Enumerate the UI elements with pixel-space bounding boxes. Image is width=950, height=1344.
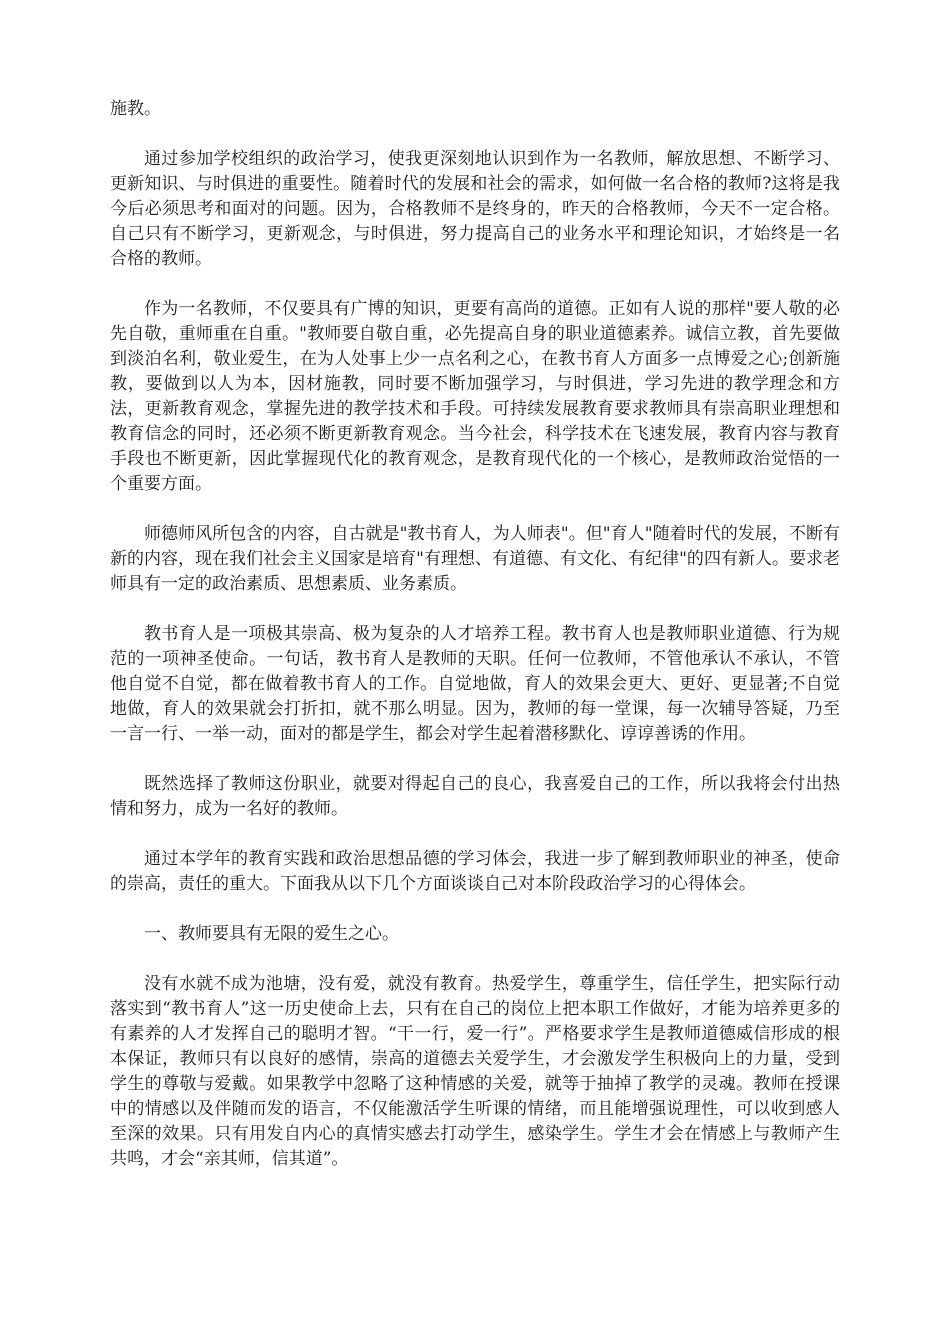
paragraph-political-study: 通过参加学校组织的政治学习，使我更深刻地认识到作为一名教师，解放思想、不断学习、更新知识、与时俱进的重要性。随着时代的发展和社会的需求，如何做一名合格的教师?这将是我今后必须思考和面对的问题。因为，合格教师不是终身的，昨天的合格教师，今天不一定合格。自己只有不断学习，更新观念，与时俱进，努力提高自己的业务水平和理论知识，才始终是一名合格的教师。	[110, 149, 840, 269]
paragraph-educating-people: 教书育人是一项极其崇高、极为复杂的人才培养工程。教书育人也是教师职业道德、行为规范的一项神圣使命。一句话，教书育人是教师的天职。任何一位教师，不管他承认不承认，不管他自觉不自觉，都在做着教书育人的工作。自觉地做，育人的效果会更大、更好、更显著;不自觉地做，育人的效果就会打折扣，就不那么明显。因为，教师的每一堂课，每一次辅导答疑，乃至一言一行、一举一动，面对的都是学生，都会对学生起着潜移默化、谆谆善诱的作用。	[110, 624, 840, 744]
paragraph-study-experience: 通过本学年的教育实践和政治思想品德的学习体会，我进一步了解到教师职业的神圣，使命的崇高，责任的重大。下面我从以下几个方面谈谈自己对本阶段政治学习的心得体会。	[110, 849, 840, 894]
paragraph-teacher-ethics: 作为一名教师，不仅要具有广博的知识，更要有高尚的道德。正如有人说的那样"要人敬的必先自敬，重师重在自重。"教师要自敬自重，必先提高自身的职业道德素养。诚信立教，首先要做到淡泊名利，敬业爱生，在为人处事上少一点名利之心，在教书育人方面多一点博爱之心;创新施教，要做到以人为本，因材施教，同时要不断加强学习，与时俱进，学习先进的教学理念和方法，更新教育观念，掌握先进的教学技术和手段。可持续发展教育要求教师具有崇高职业理想和教育信念的同时，还必须不断更新教育观念。当今社会，科学技术在飞速发展，教育内容与教育手段也不断更新，因此掌握现代化的教育观念，是教育现代化的一个核心，是教师政治觉悟的一个重要方面。	[110, 299, 840, 494]
paragraph-continuation: 施教。	[110, 99, 161, 119]
paragraph-love-education: 没有水就不成为池塘，没有爱，就没有教育。热爱学生，尊重学生，信任学生，把实际行动落实到“教书育人”这一历史使命上去，只有在自己的岗位上把本职工作做好，才能为培养更多的有素养的人才发挥自己的聪明才智。“干一行，爱一行”。严格要求学生是教师道德威信形成的根本保证，教师只有以良好的感情，崇高的道德去关爱学生，才会激发学生积极向上的力量，受到学生的尊敬与爱戴。如果教学中忽略了这种情感的关爱，就等于抽掉了教学的灵魂。教师在授课中的情感以及伴随而发的语言，不仅能激活学生听课的情绪，而且能增强说理性，可以收到感人至深的效果。只有用发自内心的真情实感去打动学生，感染学生。学生才会在情感上与教师产生共鸣，才会“亲其师，信其道”。	[110, 974, 840, 1169]
section-heading-love-students: 一、教师要具有无限的爱生之心。	[144, 924, 399, 944]
document-page	[110, 97, 840, 1197]
paragraph-career-choice: 既然选择了教师这份职业，就要对得起自己的良心，我喜爱自己的工作，所以我将会付出热情和努力，成为一名好的教师。	[110, 774, 840, 819]
paragraph-teacher-style: 师德师风所包含的内容，自古就是"教书育人，为人师表"。但"育人"随着时代的发展，不断有新的内容，现在我们社会主义国家是培育"有理想、有道德、有文化、有纪律"的四有新人。要求老师具有一定的政治素质、思想素质、业务素质。	[110, 524, 840, 594]
